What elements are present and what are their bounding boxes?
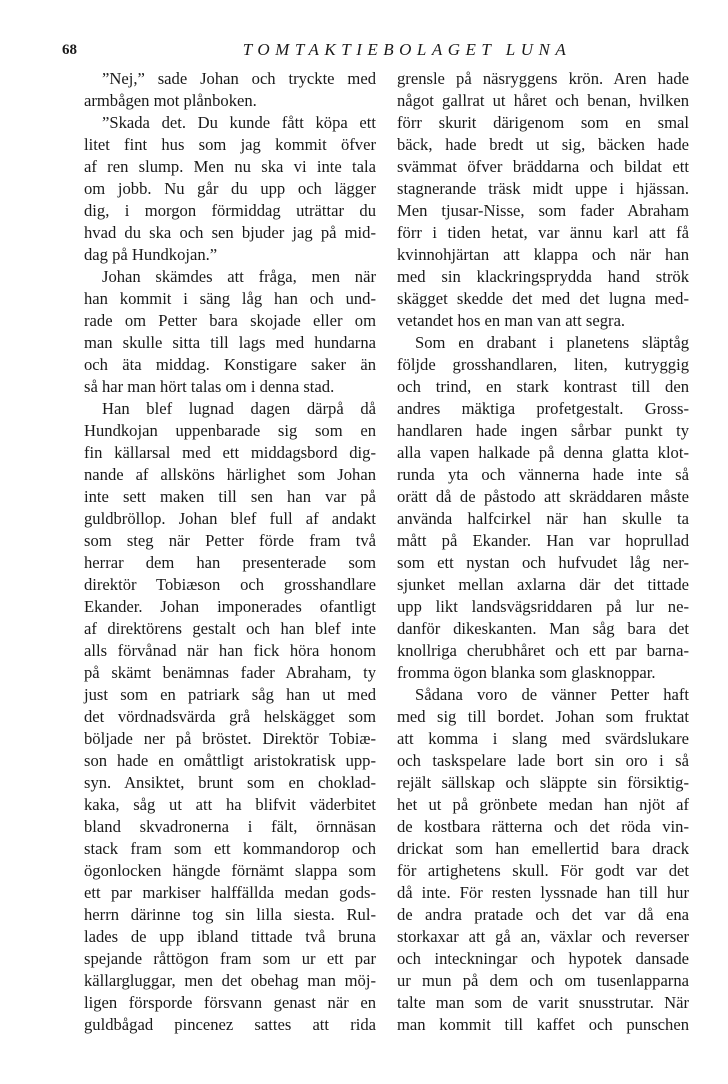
text-line: ur mun på dem och om tusenlapparna	[397, 971, 689, 990]
text-line: Ekander. Johan imponerades ofantligt	[84, 597, 376, 616]
text-line: inte sett maken till sen han var på	[84, 487, 376, 506]
text-line: guldbågad pincenez sattes att rida	[84, 1015, 376, 1034]
text-line: på skämt benämnas fader Abraham, ty	[84, 663, 376, 682]
running-title: TOMTAKTIEBOLAGET LUNA	[242, 40, 572, 59]
text-line: med sin klackringsprydda hand strök	[397, 267, 689, 286]
text-line: förr i tiden hetat, var ännu karl att få	[397, 223, 689, 242]
text-line: böljade ner på bröstet. Direktör Tobiæ-	[84, 729, 376, 748]
text-line: vetandet hos en man van att segra.	[397, 311, 626, 330]
text-line: så har man hört talas om i denna stad.	[84, 377, 335, 396]
text-line: skägget skedde det med det lugna med-	[397, 289, 689, 308]
text-line: Johan skämdes att fråga, men när	[102, 267, 376, 286]
text-line: handlaren hade ingen sårbar punkt ty	[397, 421, 689, 440]
text-line: att komma i slang med svärdslukare	[397, 729, 689, 748]
text-line: och inteckningar och hypotek dansade	[397, 949, 689, 968]
text-line: het ut på grönbete medan han njöt af	[397, 795, 689, 814]
text-line: han kommit i säng låg han och und-	[84, 289, 376, 308]
text-line: storkaxar att gå an, växlar och reverser	[397, 927, 689, 946]
text-line: de andra pratade och det var då ena	[397, 905, 689, 924]
text-line: lades de upp ibland tittade två bruna	[84, 927, 376, 946]
text-line: kvinnohjärtan att klappa och när han	[397, 245, 689, 264]
text-line: ligen försporde försvann genast när en	[84, 993, 376, 1012]
text-line: med sig till bordet. Johan som fruktat	[397, 707, 689, 726]
text-line: de kostbara rätterna och det röda vin-	[397, 817, 689, 836]
text-line: Som en drabant i planetens släptåg	[415, 333, 689, 352]
text-line: drickat som han emellertid bara drack	[397, 839, 689, 858]
text-line: upp likt landsvägsriddaren på lur ne-	[397, 597, 689, 616]
text-line: syn. Ansiktet, brunt som en choklad-	[84, 773, 376, 792]
text-line: Sådana voro de vänner Petter haft	[415, 685, 689, 704]
text-line: om jobb. Nu går du upp och lägger	[84, 179, 376, 198]
text-line: fromma ögon blanka som glasknoppar.	[397, 663, 656, 682]
text-line: alla vapen halkade på denna glatta klot-	[397, 443, 689, 462]
text-line: grensle på näsryggens krön. Aren hade	[397, 69, 689, 88]
text-line: svämmat öfver bräddarna och bildat ett	[397, 157, 689, 176]
text-line: mått på Ekander. Han var hoprullad	[397, 531, 689, 550]
text-line: nande af allsköns härlighet som Johan	[84, 465, 376, 484]
text-line: danför dikeskanten. Man såg bara det	[397, 619, 689, 638]
text-line: Han blef lugnad dagen därpå då	[102, 399, 376, 418]
left-text-column	[84, 68, 376, 1036]
text-line: af ren slump. Men nu ska vi inte tala	[84, 157, 376, 176]
text-line: rade om Petter bara skojade eller om	[84, 311, 376, 330]
text-line: fin källarsal med ett middagsbord dig-	[84, 443, 376, 462]
text-line: något gallrat ut håret och benan, hvilken	[397, 91, 689, 110]
text-line: och taskspelare lade bort sin oro i så	[397, 751, 689, 770]
text-line: Hundkojan uppenbarade sig som en	[84, 421, 376, 440]
text-line: litet fint hus som jag kommit öfver	[84, 135, 376, 154]
text-line: och trind, en stark kontrast till den	[397, 377, 689, 396]
right-text-column	[397, 68, 689, 1036]
text-line: guldbröllop. Johan blef full af andakt	[84, 509, 376, 528]
text-line: direktör Tobiæson och grosshandlare	[84, 575, 376, 594]
text-line: man skulle sitta till lags med hundarna	[84, 333, 376, 352]
text-line: förr skurit därigenom som en smal	[397, 113, 689, 132]
text-line: som steg när Petter förde fram två	[84, 531, 376, 550]
text-line: Men tjusar-Nisse, som fader Abraham	[397, 201, 689, 220]
text-line: just som en patriark såg han ut med	[84, 685, 376, 704]
text-line: ett par markiser halffällda medan gods-	[84, 883, 376, 902]
text-line: ”Skada det. Du kunde fått köpa ett	[102, 113, 376, 132]
text-line: herrn därinne tog sin lilla siesta. Rul-	[84, 905, 376, 924]
text-line: af direktörens gestalt och han blef inte	[84, 619, 376, 638]
page-header	[62, 40, 702, 64]
text-line: armbågen mot plånboken.	[84, 91, 257, 110]
text-line: och äta middag. Konstigare saker än	[84, 355, 376, 374]
text-line: stack fram som ett kommandorop och	[84, 839, 376, 858]
text-line: bäck, hade bredt ut sig, bäcken hade	[397, 135, 689, 154]
text-line: dag på Hundkojan.”	[84, 245, 218, 264]
text-line: knollriga cherubhåret och ett par barna-	[397, 641, 689, 660]
text-line: hvad du ska och sen bjuder jag på mid-	[84, 223, 376, 242]
text-line: sjunket mellan axlarna där det tittade	[397, 575, 689, 594]
text-line: kaka, såg ut att ha blifvit väderbitet	[84, 795, 376, 814]
text-line: som ett nystan och hufvudet låg ner-	[397, 553, 689, 572]
text-line: då inte. För resten lyssnade han till hur	[397, 883, 689, 902]
text-line: talte man som de varit snusstrutar. När	[397, 993, 689, 1012]
text-line: källargluggar, men det obehag man möj-	[84, 971, 376, 990]
text-line: herrar dem han presenterade som	[84, 553, 376, 572]
page-number: 68	[62, 42, 77, 58]
text-line: bland skvadronerna i fält, örnnäsan	[84, 817, 376, 836]
text-line: man kommit till kaffet och punschen	[397, 1015, 689, 1034]
text-line: dig, i morgon förmiddag uträttar du	[84, 201, 376, 220]
text-line: runda yta och vännerna hade inte så	[397, 465, 689, 484]
text-line: rejält sällskap och släppte sin försiktig-	[397, 773, 689, 792]
text-line: följde grosshandlaren, liten, kutryggig	[397, 355, 689, 374]
text-line: andres mäktiga profetgestalt. Gross-	[397, 399, 689, 418]
text-line: det vördnadsvärda grå helskägget som	[84, 707, 376, 726]
text-line: orätt då de påstodo att skräddaren måste	[397, 487, 689, 506]
text-line: ögonlocken hängde förnämt slappa som	[84, 861, 376, 880]
text-line: stagnerande träsk midt uppe i hjässan.	[397, 179, 689, 198]
text-line: spejande råttögon fram som ur ett par	[84, 949, 376, 968]
text-line: ”Nej,” sade Johan och tryckte med	[102, 69, 376, 88]
text-line: son hade en omåttligt aristokratisk upp-	[84, 751, 376, 770]
text-line: alls förvånad när han fick höra honom	[84, 641, 376, 660]
text-line: för artighetens skull. För godt var det	[397, 861, 689, 880]
text-line: använda halfcirkel när han skulle ta	[397, 509, 689, 528]
